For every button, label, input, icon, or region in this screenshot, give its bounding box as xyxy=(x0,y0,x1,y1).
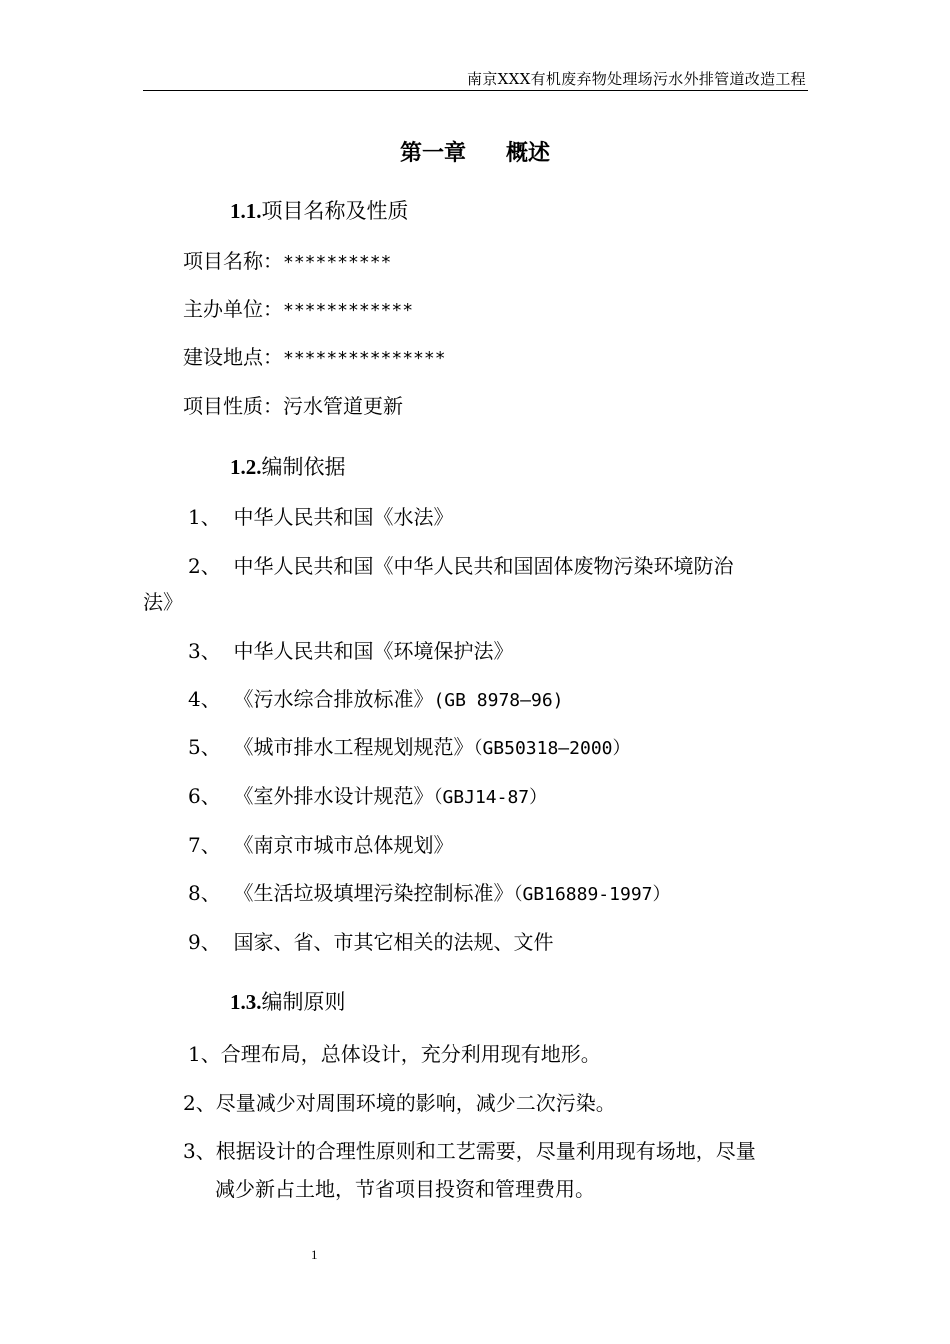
info-row-project-name xyxy=(183,247,391,277)
basis-item-2-continuation: 法》 xyxy=(143,590,183,614)
info-label: 项目名称： xyxy=(183,249,283,273)
principle-item-3-continuation: 减少新占土地，节省项目投资和管理费用。 xyxy=(215,1177,595,1201)
item-text: 《污水综合排放标准》 xyxy=(233,687,434,711)
section-number: 1.2. xyxy=(230,455,262,479)
section-heading-1-1 xyxy=(230,197,409,225)
basis-item-3 xyxy=(188,637,513,665)
item-code: (GB 8978—96) xyxy=(433,690,564,711)
item-number: 2、 xyxy=(188,554,221,578)
basis-item-2 xyxy=(188,552,733,580)
item-text: 《室外排水设计规范》 xyxy=(233,784,434,808)
item-number: 4、 xyxy=(188,687,221,711)
basis-item-4 xyxy=(188,685,564,715)
item-text: 国家、省、市其它相关的法规、文件 xyxy=(233,930,554,954)
item-text: 《生活垃圾填埋污染控制标准》 xyxy=(233,881,514,905)
info-row-sponsor xyxy=(183,295,413,325)
basis-item-8 xyxy=(188,879,671,909)
principle-item-3: 3、根据设计的合理性原则和工艺需要，尽量利用现有场地，尽量 xyxy=(183,1139,756,1163)
info-row-nature xyxy=(183,392,403,420)
basis-item-1 xyxy=(188,503,453,531)
item-code: （GB50318—2000） xyxy=(473,738,631,759)
item-number: 9、 xyxy=(188,930,221,954)
item-text: 中华人民共和国《环境保护法》 xyxy=(233,639,514,663)
info-row-location xyxy=(183,343,446,373)
basis-item-6 xyxy=(188,782,547,812)
info-value: *************** xyxy=(283,348,446,369)
info-value: ********** xyxy=(283,252,392,273)
item-number: 5、 xyxy=(188,735,221,759)
info-label: 建设地点： xyxy=(183,345,283,369)
item-code: （GB16889-1997） xyxy=(513,884,671,905)
basis-item-7 xyxy=(188,831,453,859)
item-number: 3、 xyxy=(188,639,221,663)
item-number: 1、 xyxy=(188,505,221,529)
section-heading-1-3 xyxy=(230,988,346,1016)
chapter-title xyxy=(0,136,950,167)
item-text: 中华人民共和国《中华人民共和国固体废物污染环境防治 xyxy=(233,554,734,578)
info-label: 主办单位： xyxy=(183,297,283,321)
section-title: 编制原则 xyxy=(261,990,346,1014)
info-label: 项目性质： xyxy=(183,394,283,418)
item-code: （GBJ14-87） xyxy=(433,787,548,808)
section-number: 1.1. xyxy=(230,199,262,223)
item-number: 7、 xyxy=(188,833,221,857)
item-text: 中华人民共和国《水法》 xyxy=(233,505,454,529)
section-number: 1.3. xyxy=(230,990,262,1014)
page-header xyxy=(143,68,808,91)
chapter-number: 第一章 xyxy=(399,141,466,166)
section-title: 项目名称及性质 xyxy=(261,199,409,223)
principle-item-2: 2、尽量减少对周围环境的影响，减少二次污染。 xyxy=(183,1091,616,1115)
section-title: 编制依据 xyxy=(261,455,346,479)
header-title: 南京XXX有机废弃物处理场污水外排管道改造工程 xyxy=(467,70,806,88)
info-value: 污水管道更新 xyxy=(283,394,403,418)
section-heading-1-2 xyxy=(230,453,346,481)
page-number: 1 xyxy=(311,1247,318,1262)
principle-item-1: 1、合理布局，总体设计，充分利用现有地形。 xyxy=(188,1042,601,1066)
basis-item-9 xyxy=(188,928,553,956)
basis-item-5 xyxy=(188,733,631,763)
item-number: 6、 xyxy=(188,784,221,808)
info-value: ************ xyxy=(283,300,414,321)
item-number: 8、 xyxy=(188,881,221,905)
chapter-name: 概述 xyxy=(506,141,551,166)
item-text: 《城市排水工程规划规范》 xyxy=(233,735,474,759)
item-text: 《南京市城市总体规划》 xyxy=(233,833,454,857)
